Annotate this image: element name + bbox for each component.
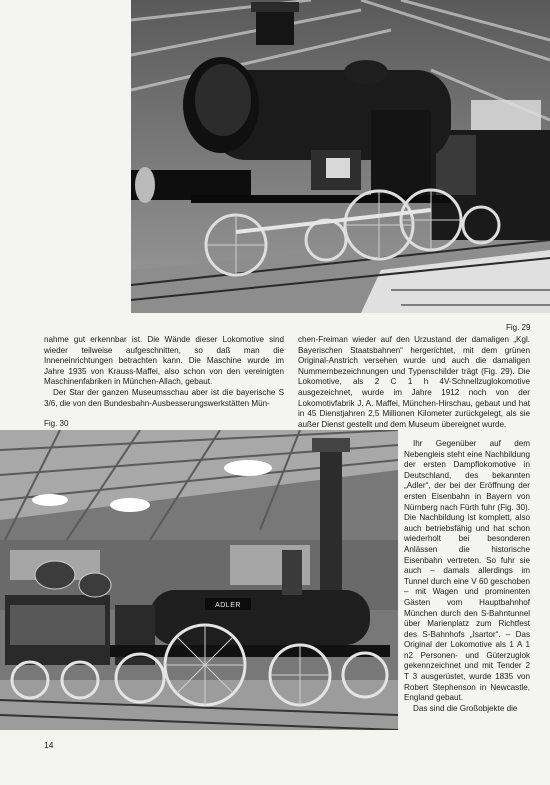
fig29-caption: Fig. 29 [506, 323, 531, 332]
fig29-photo [131, 0, 550, 313]
fig30-photo [0, 430, 398, 730]
right-paragraph-last-line: Das sind die Großobjekte die [413, 703, 518, 713]
fig30-caption: Fig. 30 [44, 419, 69, 428]
left-paragraph-2: Der Star der ganzen Museumsschau aber ist die bayerische S 3/6, die von den Bundesbahn-Ausbesserungswerkstätten Mün- [44, 387, 284, 408]
left-text-column [44, 335, 284, 409]
left-paragraph-1: nahme gut erkennbar ist. Die Wände dieser Lokomotive sind wieder teilweise aufgeschnitten, so daß man die Inneneinrichtungen betrachten kann. Die Maschine wurde im Jahre 1935 von Krauss-Maffei, also schon von den vereinigten Maschinenfabriken in München-Allach, gebaut. [44, 335, 284, 387]
right-paragraph-adler: Ihr Gegenüber auf dem Nebengleis steht eine Nachbildung der ersten Dampflokomotive in Deutschland, des bekannten „Adler“, der bei der Eröffnung der ersten Eisenbahn in Bayern von Nürnberg nach Fürth fuhr (Fig. 30). Die Nachbildung ist komplett, also auch betriebsfähig und hat schon wiederholt bei besonderen Anlässen die historische Eisenbahn vertreten. So fuhr sie auch – damals allerdings im Tunnel durch eine V 60 geschoben – mit Wagen und prominenten Gästen vom Hauptbahnhof München durch den S-Bahntunnel über Marienplatz zum Richtfest des S-Bahnhofs „Isartor“. – Das Original der Lokomotive als 1 A 1 n2 Personen- und Güterzuglok gekennzeichnet und mit Tender 2 T 3 ausgerüstet, wurde 1835 von Robert Stephenson in Newcastle, England gebaut. [404, 439, 530, 703]
right-text-column [404, 439, 530, 714]
fig30-adler-illustration [0, 430, 398, 730]
right-text-top: chen-Freiman wieder auf den Urzustand der damaligen „Kgl. Bayerischen Staatsbahnen“ hergerichtet, mit dem grünen Original-Anstrich versehen wurde und auch die damaligen Nummernbezeichnungen und Typenschilder trägt (Fig. 29). Die Lokomotive, als 2 C 1 h 4V-Schnellzuglokomotive ausgezeichnet, wurde im Jahre 1912 noch von der Lokomotivfabrik J. A. Maffei, München-Hirschau, gebaut und hat in 45 Dienstjahren 2,5 Millionen Kilometer zurückgelegt, als sie außer Dienst gestellt und dem Museum übereignet wurde. [298, 335, 530, 429]
adler-nameplate: ADLER [215, 602, 241, 609]
page-number: 14 [44, 740, 54, 750]
fig29-locomotive-illustration [131, 0, 550, 313]
